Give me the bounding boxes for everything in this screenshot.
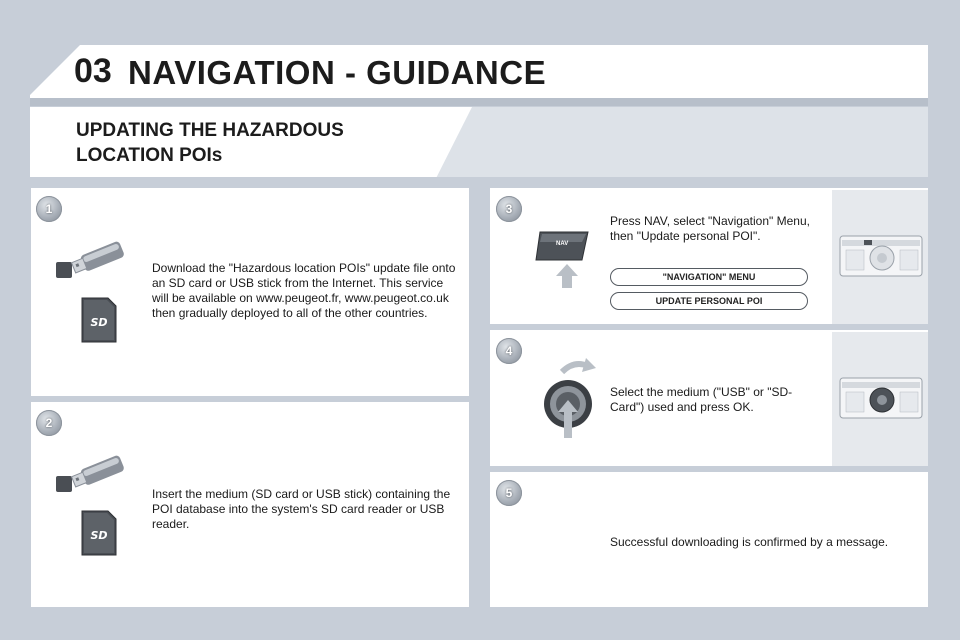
usb-stick-icon [52,236,132,287]
sd-card-icon [80,296,118,349]
step-2-text: Insert the medium (SD card or USB stick) containing the POI database into the system's SD card reader or USB reader. [152,487,451,531]
step-5-text: Successful downloading is confirmed by a message. [610,535,889,549]
section-title-line-1: UPDATING THE HAZARDOUS [76,120,344,141]
rotary-knob-icon [536,358,602,445]
nav-button-label: NAV [556,241,569,247]
step-5-badge: 5 [496,480,522,506]
nav-button-icon [534,228,594,295]
sd-card-icon [80,509,118,562]
head-unit-thumbnail [832,332,928,466]
step-3-badge: 3 [496,196,522,222]
chapter-number: 03 [74,52,112,90]
step-3-text: Press NAV, select "Navigation" Menu, then "Update personal POI". [610,214,810,243]
step-1-badge: 1 [36,196,62,222]
chapter-title: NAVIGATION - GUIDANCE [128,54,547,91]
head-unit-thumbnail [832,190,928,324]
step-2-badge: 2 [36,410,62,436]
svg-text:SD: SD [90,316,108,329]
menu-item-navigation: "NAVIGATION" MENU [610,268,808,286]
section-title [76,118,436,168]
section-title-line-2: LOCATION POIs [76,145,223,166]
usb-stick-icon [52,450,132,501]
step-4-badge: 4 [496,338,522,364]
svg-text:SD: SD [90,529,108,542]
step-4-text: Select the medium ("USB" or "SD-Card") used and press OK. [610,385,793,414]
menu-item-update-personal-poi: UPDATE PERSONAL POI [610,292,808,310]
step-1-text: Download the "Hazardous location POIs" update file onto an SD card or USB stick from the Internet. This service will be available on www.peugeot.fr, www.peugeot.co.uk then gradually deployed to all of the other countries. [152,261,456,320]
header-divider [30,98,928,106]
